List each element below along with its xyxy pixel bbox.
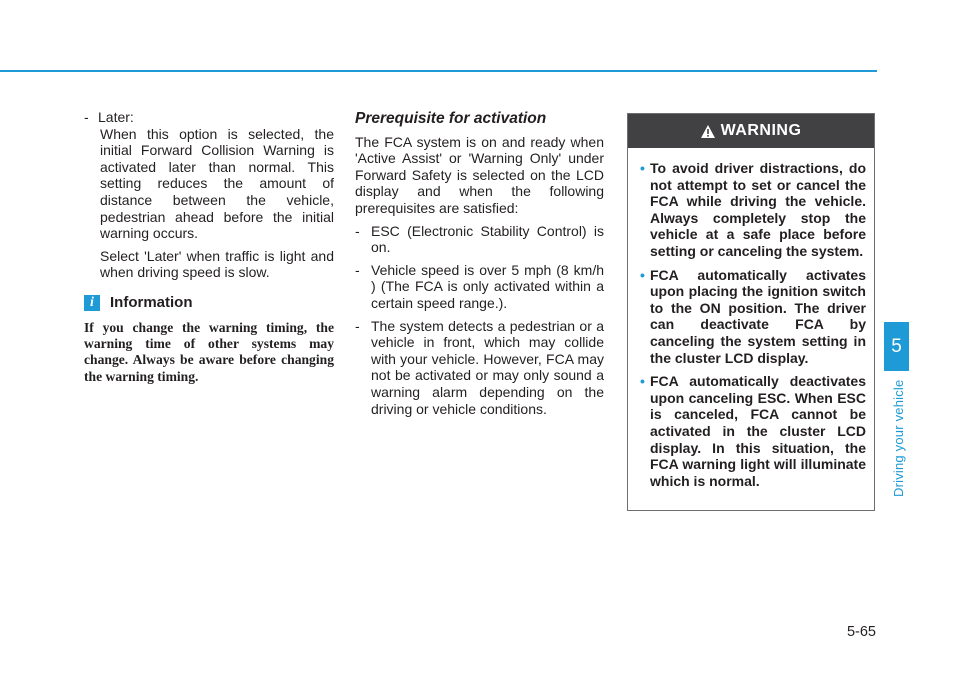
- information-heading: [84, 295, 334, 312]
- warning-header: [628, 114, 874, 148]
- later-label: Later:: [98, 109, 134, 125]
- left-column: [84, 109, 334, 385]
- warning-item: • To avoid driver distractions, do not attempt to set or cancel the FCA while driving the vehicle. Always completely stop the vehicle at a safe place before setting or canceling the system.: [640, 160, 866, 259]
- middle-column: [355, 111, 604, 417]
- prerequisite-item: - The system detects a pedestrian or a vehicle in front, which may collide with your vehicle. However, FCA may not be activated or may only sound a warning alarm depending on the driving or vehicle conditions.: [355, 317, 604, 417]
- warning-item: • FCA automatically deactivates upon canceling ESC. When ESC is canceled, FCA cannot be activated in the cluster LCD display. In this situation, the FCA warning light will illuminate which is normal.: [640, 373, 866, 489]
- prerequisite-item: - ESC (Electronic Stability Control) is on.: [355, 222, 604, 256]
- warning-triangle-icon: [701, 125, 715, 138]
- later-description: When this option is selected, the initial Forward Collision Warning is activated later than normal. This setting reduces the amount of distance between the vehicle, pedestrian ahead before the initial warning occurs.: [100, 125, 334, 242]
- page-number: 5-65: [846, 624, 876, 640]
- chapter-number: 5: [891, 335, 902, 357]
- section-heading: Prerequisite for activation: [355, 110, 547, 127]
- info-icon: i: [84, 295, 100, 311]
- header-rule: [0, 70, 877, 72]
- warning-box: [627, 113, 875, 511]
- warning-list: [628, 148, 874, 489]
- information-body: If you change the warning timing, the warning time of other systems may change. Always be aware before changing the warning timing.: [84, 319, 334, 384]
- section-intro: The FCA system is on and ready when 'Active Assist' or 'Warning Only' under Forward Safety is selected on the LCD display and when the following prerequisites are satisfied:: [355, 133, 604, 216]
- information-title: Information: [110, 293, 193, 311]
- prerequisite-item: - Vehicle speed is over 5 mph (8 km/h ) (The FCA is only activated within a certain speed range.).: [355, 261, 604, 311]
- warning-item: • FCA automatically activates upon placing the ignition switch to the ON position. The driver can deactivate FCA by canceling the system setting in the cluster LCD display.: [640, 266, 866, 366]
- warning-title: WARNING: [720, 122, 802, 139]
- later-recommendation: Select 'Later' when traffic is light and when driving speed is slow.: [100, 247, 334, 281]
- chapter-title: Driving your vehicle: [891, 379, 906, 497]
- later-option: - Later:: [84, 109, 134, 125]
- chapter-tab: [884, 322, 909, 371]
